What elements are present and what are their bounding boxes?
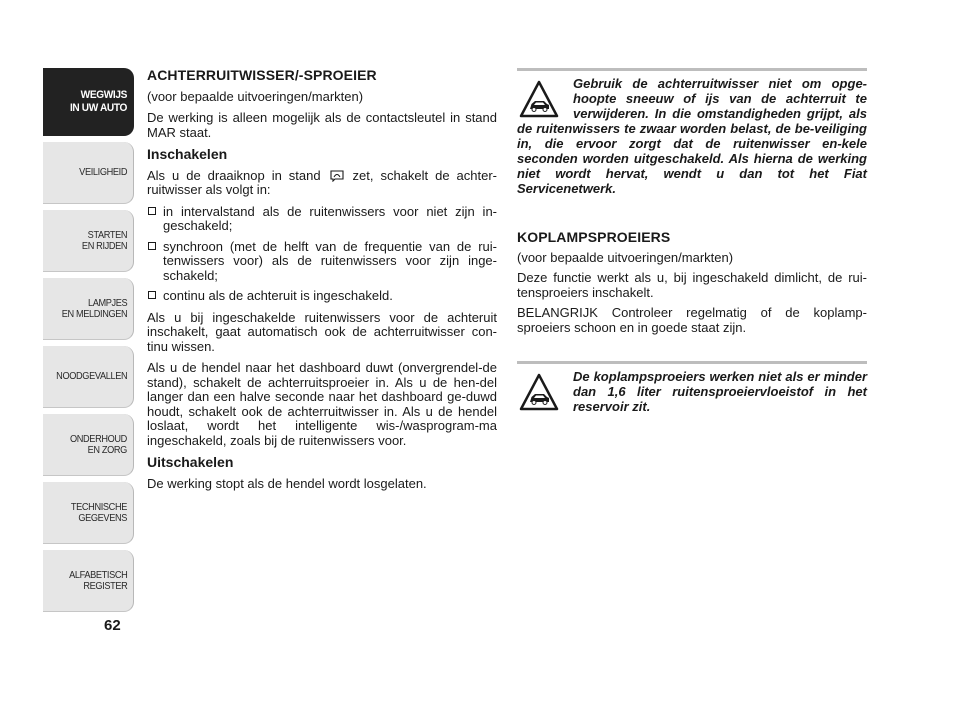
on-text-before: Als u de draaiknop in stand: [147, 167, 321, 183]
tab-label: VEILIGHEID: [79, 167, 127, 178]
chapter-navigation: [43, 68, 134, 618]
mode-list: [147, 205, 497, 304]
tab-label: WEGWIJS IN UW AUTO: [69, 88, 127, 114]
important-paragraph: BELANGRIJK Controleer regelmatig of de koplamp-sproeiers schoon en in goede staat zijn.: [517, 305, 867, 335]
on-paragraph: [147, 169, 497, 198]
headlamp-washer-section: [517, 230, 867, 335]
tab-wegwijs[interactable]: [43, 68, 134, 136]
list-item: in intervalstand als de ruitenwissers voor niet zijn in-geschakeld;: [147, 205, 497, 234]
tab-label: LAMPJES EN MELDINGEN: [61, 297, 127, 320]
off-paragraph: De werking stopt als de hendel wordt losgelaten.: [147, 475, 427, 491]
intro-paragraph: De werking is alleen mogelijk als de contactsleutel in stand MAR staat.: [147, 110, 497, 140]
rear-wiper-section: [147, 68, 497, 498]
tab-lampjes[interactable]: [43, 278, 134, 340]
divider: [517, 68, 867, 71]
car-warning-triangle-icon: [519, 80, 559, 118]
tab-label: ONDERHOUD EN ZORG: [69, 433, 127, 456]
warning-box-rear-wiper: [517, 68, 867, 196]
rear-wiper-icon: [330, 170, 344, 182]
divider: [517, 361, 867, 364]
tab-label: TECHNISCHE GEGEVENS: [70, 501, 127, 524]
tab-starten[interactable]: [43, 210, 134, 272]
warning-box-headlamp: [517, 361, 867, 414]
tab-label: STARTEN EN RIJDEN: [81, 229, 127, 252]
warning-text: De koplampsproeiers werken niet als er minder dan 1,6 liter ruitensproeiervloeistof in het reservoir zit.: [573, 369, 867, 414]
tab-veiligheid[interactable]: [43, 142, 134, 204]
on-heading: Inschakelen: [147, 146, 228, 162]
right-column: [517, 68, 867, 414]
tab-noodgevallen[interactable]: [43, 346, 134, 408]
tab-register[interactable]: [43, 550, 134, 612]
on-text-after: zet, schakelt de achter-ruitwisser als volgt in:: [147, 167, 497, 197]
section-title: ACHTERRUITWISSER/-SPROEIER: [147, 67, 377, 83]
off-heading: Uitschakelen: [147, 454, 234, 470]
lever-paragraph: Als u de hendel naar het dashboard duwt (onvergrendel-de stand), schakelt de achterruitsproeier in. Als u de hen-del langer dan een halve seconde naar het dashboard ge-duwd houdt, schakelt ook de achterruitwisser in. Als u de hendel loslaat, wordt het intelligente wis-/wasprogram-ma ingeschakeld, zoals bij de ruitenwissers voor.: [147, 360, 497, 448]
car-warning-triangle-icon: [519, 373, 559, 411]
list-item: continu als de achteruit is ingeschakeld.: [147, 289, 497, 304]
kop-paragraph: Deze functie werkt als u, bij ingeschakeld dimlicht, de rui-tensproeiers inschakelt.: [517, 270, 867, 300]
auto-paragraph: Als u bij ingeschakelde ruitenwissers voor de achteruit inschakelt, gaat automatisch ook de achterruitwisser con-tinu wissen.: [147, 309, 497, 354]
section-subtitle: (voor bepaalde uitvoeringen/markten): [147, 88, 364, 104]
list-item: synchroon (met de helft van de frequentie van de rui-tenwissers voor) als de ruitenwissers voor zijn inge-schakeld;: [147, 240, 497, 284]
tab-label: NOODGEVALLEN: [55, 371, 127, 382]
section-title: KOPLAMPSPROEIERS: [517, 229, 671, 245]
warning-text: Gebruik de achterruitwisser niet om opge-hoopte sneeuw of ijs van de achterruit te verwijderen. In die omstandigheden grijpt, als de ruitenwissers te zwaar worden belast, de be-veiliging in, die ervoor zorgt dat de ruitenwisser en-kele seconden worden uitgeschakeld. Als hierna de werking niet wordt hervat, wendt u dan tot het Fiat Servicenetwerk.: [517, 76, 867, 196]
page-number: 62: [104, 617, 121, 634]
tab-label: ALFABETISCH REGISTER: [68, 569, 127, 592]
tab-technische[interactable]: [43, 482, 134, 544]
tab-onderhoud[interactable]: [43, 414, 134, 476]
section-subtitle: (voor bepaalde uitvoeringen/markten): [517, 249, 734, 265]
